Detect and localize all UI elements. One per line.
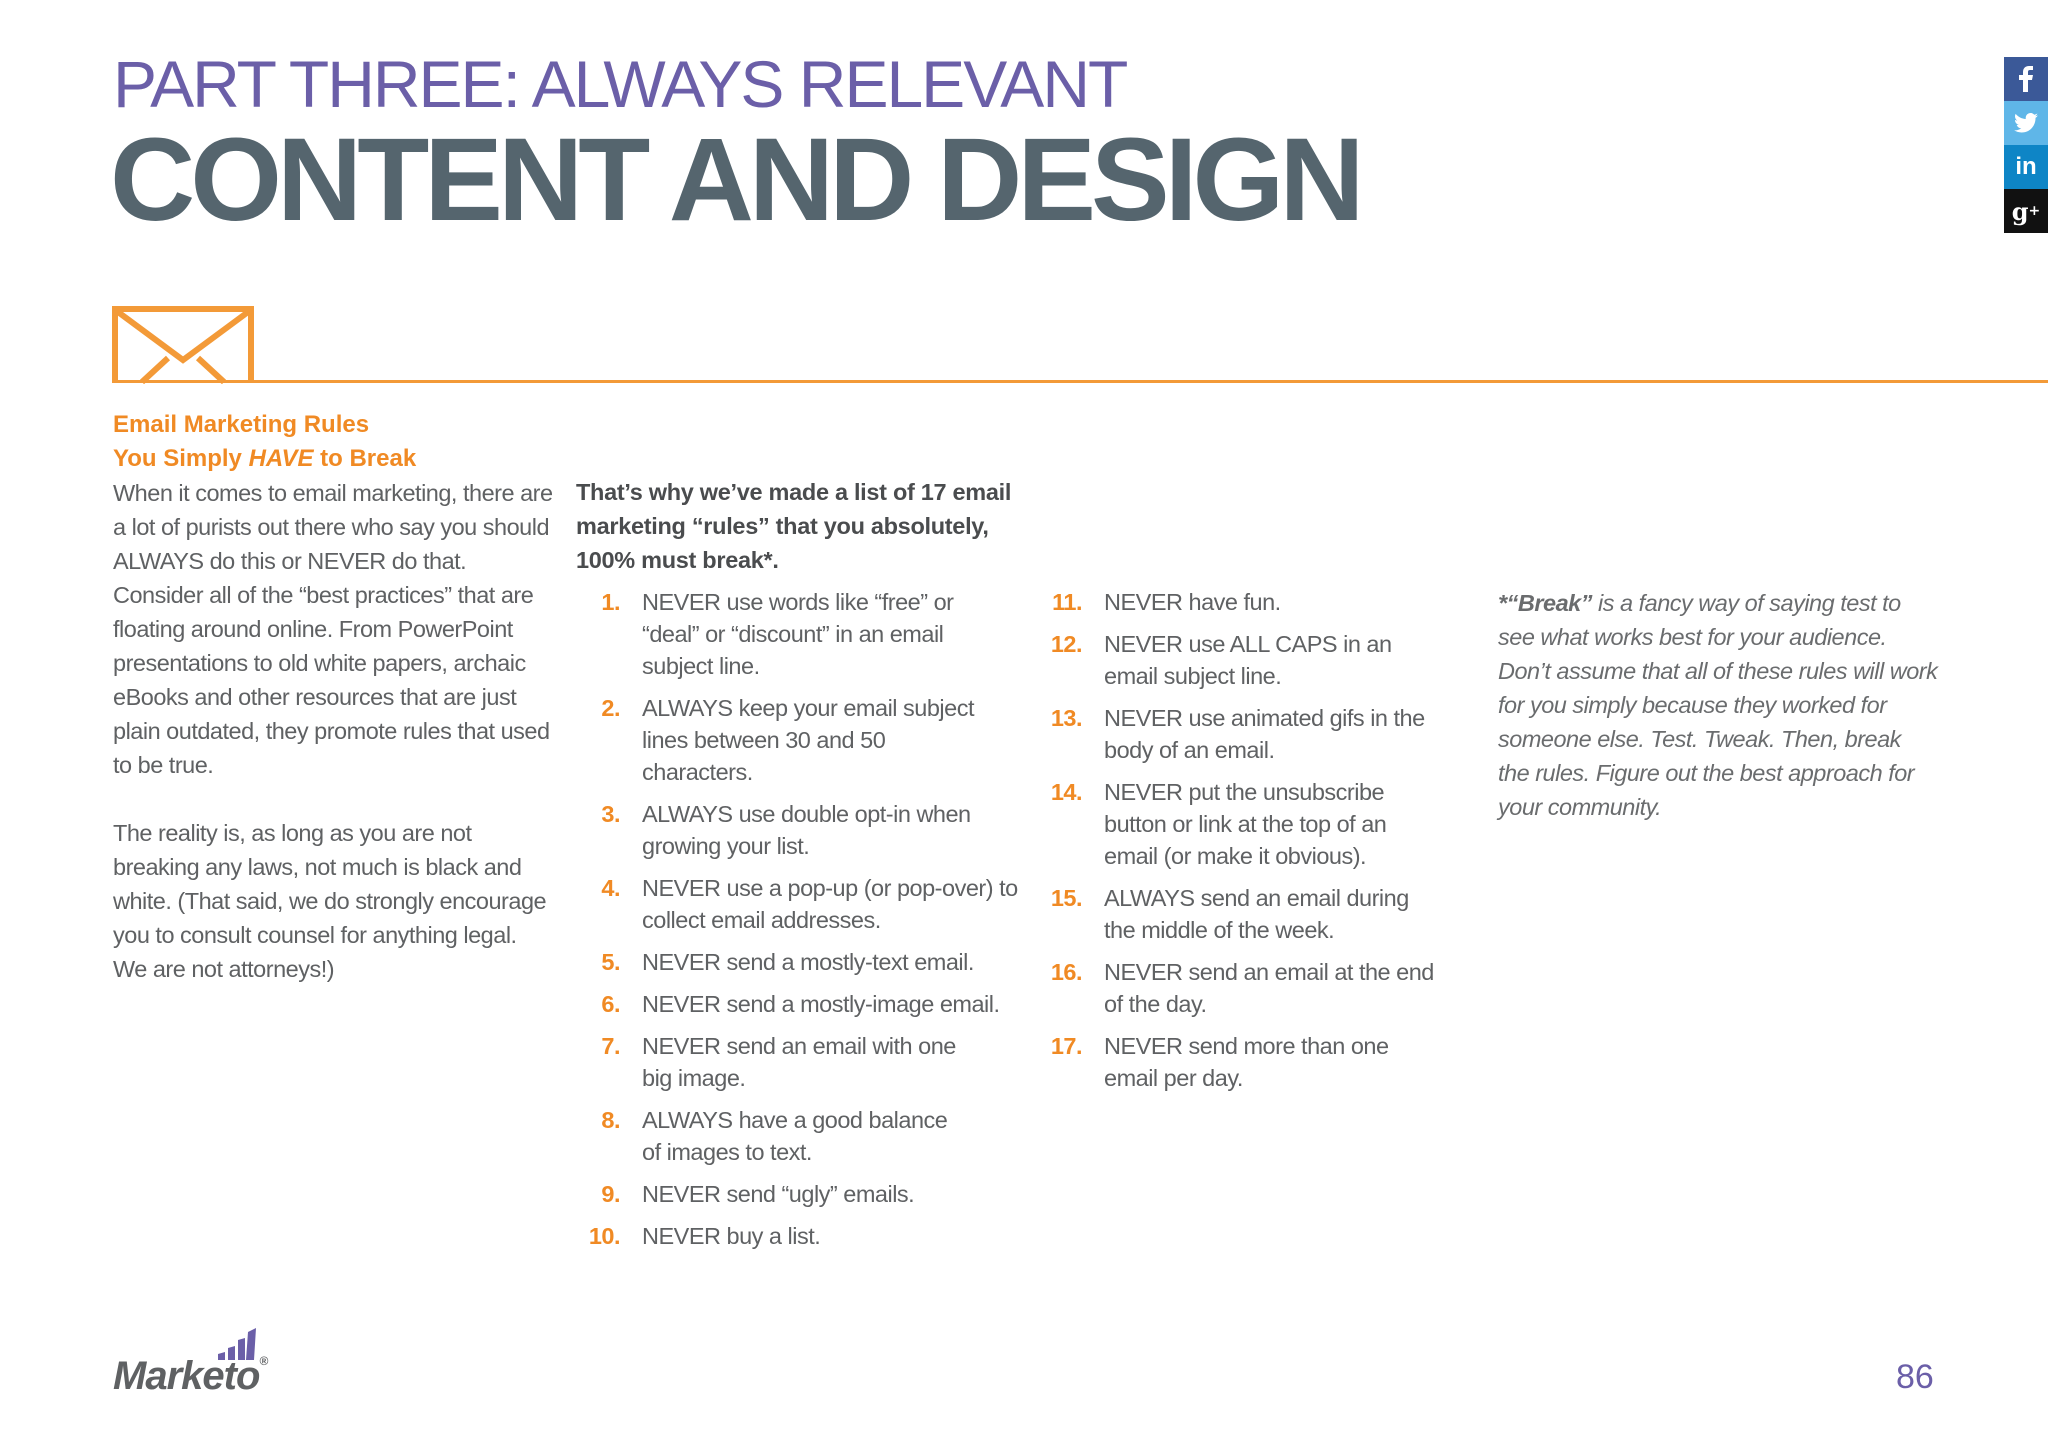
list-item [1038,956,1458,1020]
list-item [1038,586,1458,618]
logo-text: Marketo [113,1354,260,1398]
intro-column [113,408,553,986]
list-item [576,692,1046,788]
marketo-logo [113,1320,273,1398]
list-item-number: 17. [1050,1033,1082,1059]
list-item-text: ALWAYS keep your email subject lines between 30 and 50 characters. [642,695,974,785]
intro-paragraph-2: The reality is, as long as you are not breaking any laws, not much is black and white. (That said, we do strongly encourage you to consult counsel for anything legal. We are not attorneys!) [113,820,547,982]
list-item [1038,776,1458,872]
section-divider [112,380,2048,383]
list-item-text: NEVER send an email with one big image. [642,1033,956,1091]
list-item-number: 12. [1050,631,1082,657]
list-item-text: NEVER use ALL CAPS in an email subject line. [1104,631,1392,689]
list-item-text: NEVER use animated gifs in the body of an email. [1104,705,1425,763]
list-lead-text: That’s why we’ve made a list of 17 email marketing “rules” that you absolutely, 100% must break*. [576,479,1012,573]
rules-list-part-2 [1038,586,1458,1094]
google-plus-icon[interactable]: g + [2004,189,2048,233]
list-item-text: NEVER buy a list. [642,1223,821,1249]
list-item-text: NEVER send a mostly-text email. [642,949,974,975]
list-item [576,946,1046,978]
list-lead [576,475,1036,577]
list-item-number: 15. [1050,885,1082,911]
list-item-text: ALWAYS send an email during the middle of the week. [1104,885,1409,943]
list-item-text: NEVER put the unsubscribe button or link at the top of an email (or make it obvious). [1104,779,1387,869]
list-item [576,1220,1046,1252]
heading-text-pre: You Simply [113,445,249,472]
twitter-icon[interactable] [2004,101,2048,145]
list-item [1038,1030,1458,1094]
list-item-number: 7. [601,1033,620,1059]
list-item-number: 5. [601,949,620,975]
list-item [576,872,1046,936]
list-item-text: NEVER send “ugly” emails. [642,1181,915,1207]
list-item [576,1178,1046,1210]
list-item-text: ALWAYS have a good balance of images to text. [642,1107,948,1165]
part-kicker: PART THREE: ALWAYS RELEVANT [113,47,1127,121]
heading-text-emphasis: HAVE [248,445,314,472]
linkedin-icon[interactable]: in [2004,145,2048,189]
list-item-text: NEVER use a pop-up (or pop-over) to collect email addresses. [642,875,1018,933]
list-item-text: NEVER send more than one email per day. [1104,1033,1389,1091]
list-item [1038,628,1458,692]
footnote-text: is a fancy way of saying test to see what works best for your audience. Don’t assume that all of these rules will work for you simply because they worked for someone else. Test. Tweak. Then, break the rules. Figure out the best approach for your community. [1498,590,1938,820]
list-item-number: 11. [1052,589,1082,615]
list-item-number: 3. [601,801,620,827]
list-item-number: 1. [601,589,620,615]
footnote [1498,586,1938,824]
page-number: 86 [1896,1358,1934,1396]
list-item-text: NEVER have fun. [1104,589,1281,615]
list-item-number: 2. [601,695,620,721]
list-item-number: 14. [1050,779,1082,805]
list-item-number: 13. [1050,705,1082,731]
section-heading-line2 [113,442,553,476]
list-item [576,586,1046,682]
list-item [576,988,1046,1020]
list-item-number: 8. [601,1107,620,1133]
list-item-number: 16. [1050,959,1082,985]
social-share-bar [2004,57,2048,233]
list-item [1038,702,1458,766]
list-item [576,1030,1046,1094]
list-item-text: NEVER send an email at the end of the day. [1104,959,1434,1017]
section-heading-line1: Email Marketing Rules [113,411,370,438]
logo-wordmark [113,1354,267,1399]
list-item-text: ALWAYS use double opt-in when growing your list. [642,801,971,859]
list-item-number: 9. [601,1181,620,1207]
list-item-number: 10. [588,1223,620,1249]
footnote-bold: *“Break” [1498,590,1592,616]
envelope-icon [112,306,254,389]
page-title: CONTENT AND DESIGN [110,114,1360,246]
facebook-icon[interactable] [2004,57,2048,101]
rules-list-part-1 [576,586,1046,1252]
logo-registered-mark: ® [259,1354,268,1368]
list-item [576,798,1046,862]
list-item-number: 4. [601,875,620,901]
list-item-number: 6. [601,991,620,1017]
intro-paragraph-1: When it comes to email marketing, there are a lot of purists out there who say you should ALWAYS do this or NEVER do that. Consider all of the “best practices” that are floating around online. From PowerPoint presentations to old white papers, archaic eBooks and other resources that are just plain outdated, they promote rules that used to be true. [113,480,553,778]
heading-text-post: to Break [313,445,417,472]
list-item [1038,882,1458,946]
list-item-text: NEVER send a mostly-image email. [642,991,1000,1017]
list-item [576,1104,1046,1168]
list-item-text: NEVER use words like “free” or “deal” or “discount” in an email subject line. [642,589,954,679]
